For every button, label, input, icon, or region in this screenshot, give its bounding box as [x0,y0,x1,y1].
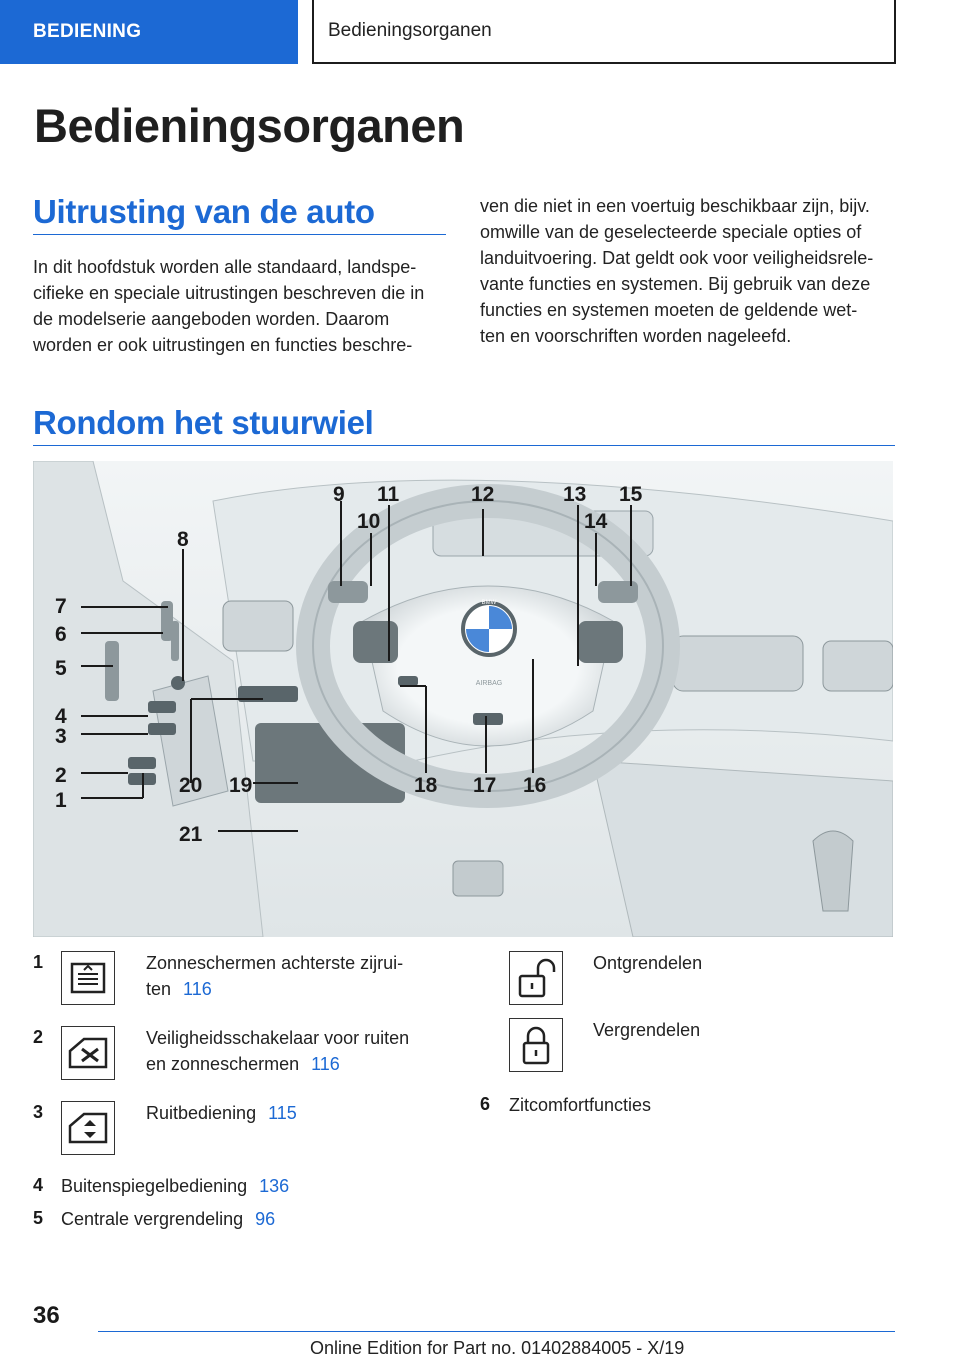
page-reference-link[interactable]: 96 [255,1209,276,1229]
callout-19: 19 [229,774,253,797]
legend-text-4 [61,1173,289,1199]
page-reference-link[interactable]: 116 [183,979,212,999]
intro-column-2 [480,193,900,349]
lock-label: Vergrendelen [593,1020,701,1040]
airbag-label: AIRBAG [475,680,503,687]
legend-text-1 [146,950,403,1002]
intro-column-1 [33,254,453,358]
callout-13: 13 [563,483,587,506]
callout-4: 4 [55,705,67,728]
text-line: In dit hoofdstuk worden alle standaard, landspe- [33,257,417,277]
text-line: de modelserie aangeboden worden. Daarom [33,309,390,329]
wheel-logo-text: BMW [481,600,497,606]
page-reference-link[interactable]: 116 [311,1054,340,1074]
callout-5: 5 [55,657,67,680]
legend-line: Ruitbediening [146,1103,257,1123]
section-heading-equipment: Uitrusting van de auto [33,193,375,230]
legend-number-1: 1 [33,952,44,972]
legend-number-4: 4 [33,1175,44,1195]
callout-9: 9 [333,483,345,506]
text-line: omwille van de geselecteerde speciale opties of [480,222,862,242]
callout-10: 10 [357,510,381,533]
legend-line: en zonneschermen [146,1054,300,1074]
text-line: landuitvoering. Dat geldt ook voor veiligheidsrele- [480,248,874,268]
unlock-icon [509,951,563,1005]
text-line: vante functies en systemen. Bij gebruik van deze [480,274,871,294]
text-line: worden er ook uitrustingen en functies beschre- [33,335,413,355]
legend-number-3: 3 [33,1102,44,1122]
callout-21: 21 [179,823,203,846]
legend-number-5: 5 [33,1208,44,1228]
legend-text-5 [61,1206,275,1232]
legend-line: Buitenspiegelbediening [61,1176,248,1196]
callout-20: 20 [179,774,203,797]
text-line: functies en systemen moeten de geldende wet- [480,300,858,320]
heading-rule [33,445,895,446]
legend-text-3 [146,1100,297,1126]
lock-icon [509,1018,563,1072]
section-tab: BEDIENING [0,0,298,64]
callout-7: 7 [55,595,67,618]
header-title: Bedieningsorganen [312,0,896,64]
text-line: ven die niet in een voertuig beschikbaar zijn, bijv. [480,196,870,216]
section-heading-steering-wheel: Rondom het stuurwiel [33,404,374,441]
sunshade-icon [61,951,115,1005]
window-lock-icon [61,1026,115,1080]
legend-number-6: 6 [480,1094,491,1114]
callout-3: 3 [55,725,67,748]
footer-rule [98,1331,895,1332]
page-reference-link[interactable]: 136 [259,1176,290,1196]
callout-2: 2 [55,764,67,787]
legend-line: Zonneschermen achterste zijrui- [146,953,404,973]
legend-text-2 [146,1025,409,1077]
callout-16: 16 [523,774,547,797]
callout-6: 6 [55,623,67,646]
legend-text-6: Zitcomfortfuncties [509,1095,652,1115]
legend-number-2: 2 [33,1027,44,1047]
callout-12: 12 [471,483,495,506]
callout-17: 17 [473,774,497,797]
unlock-label: Ontgrendelen [593,953,703,973]
callout-11: 11 [377,483,400,506]
cockpit-illustration [33,461,893,937]
callout-1: 1 [55,789,67,812]
callout-8: 8 [177,528,189,551]
legend-line: ten [146,979,172,999]
page-reference-link[interactable]: 115 [268,1103,297,1123]
page-number: 36 [33,1302,60,1329]
legend-line: Centrale vergrendeling [61,1209,244,1229]
window-icon [61,1101,115,1155]
callout-18: 18 [414,774,438,797]
callout-14: 14 [584,510,608,533]
page-title: Bedieningsorganen [34,99,465,152]
edition-note: Online Edition for Part no. 01402884005 - X/19 [310,1338,685,1358]
text-line: ten en voorschriften worden nageleefd. [480,326,792,346]
text-line: cifieke en speciale uitrustingen beschreven die in [33,283,425,303]
heading-rule [33,234,446,235]
legend-line: Veiligheidsschakelaar voor ruiten [146,1028,410,1048]
callout-15: 15 [619,483,643,506]
